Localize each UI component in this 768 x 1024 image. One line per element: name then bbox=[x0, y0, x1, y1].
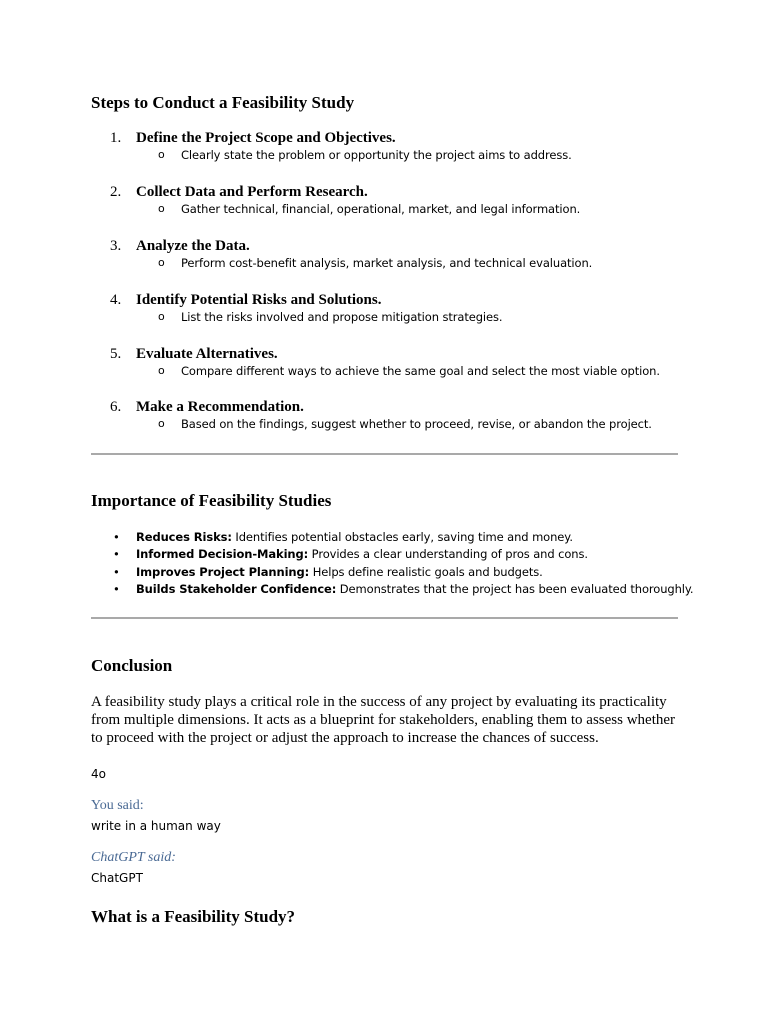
step-title: Analyze the Data. bbox=[136, 238, 250, 254]
sub-bullet-icon: o bbox=[158, 310, 165, 323]
user-speaker-label: You said: bbox=[91, 798, 144, 813]
step-title: Make a Recommendation. bbox=[136, 399, 304, 415]
conclusion-heading: Conclusion bbox=[91, 656, 173, 675]
bullet-icon: • bbox=[113, 530, 120, 544]
step-number: 1. bbox=[110, 130, 122, 146]
bullet-icon: • bbox=[113, 564, 120, 579]
steps-heading: Steps to Conduct a Feasibility Study bbox=[91, 93, 355, 112]
sub-bullet-icon: o bbox=[158, 148, 165, 161]
sub-bullet-icon: o bbox=[158, 417, 165, 430]
step-number: 4. bbox=[110, 292, 122, 308]
step-number: 6. bbox=[110, 399, 122, 415]
importance-heading: Importance of Feasibility Studies bbox=[91, 491, 332, 510]
horizontal-divider bbox=[91, 617, 678, 619]
list-item bbox=[91, 581, 694, 599]
bullet-icon: • bbox=[113, 581, 120, 596]
step-detail: Gather technical, financial, operational, market, and legal information. bbox=[181, 202, 581, 216]
list-item bbox=[91, 565, 678, 582]
step-title: Collect Data and Perform Research. bbox=[136, 184, 368, 200]
item-key: Reduces Risks: bbox=[136, 530, 232, 544]
step-detail: Clearly state the problem or opportunity the project aims to address. bbox=[181, 148, 572, 162]
item-text: Identifies potential obstacles early, saving time and money. bbox=[231, 530, 573, 544]
user-message: write in a human way bbox=[91, 819, 221, 833]
sub-bullet-icon: o bbox=[158, 256, 165, 269]
model-label: 4o bbox=[91, 767, 106, 781]
item-key: Informed Decision-Making: bbox=[136, 547, 309, 562]
step-detail: Perform cost-benefit analysis, market analysis, and technical evaluation. bbox=[181, 256, 593, 270]
step-title: Evaluate Alternatives. bbox=[136, 346, 278, 362]
step-detail: List the risks involved and propose mitigation strategies. bbox=[181, 310, 503, 324]
step-number: 2. bbox=[110, 184, 122, 200]
sub-bullet-icon: o bbox=[158, 364, 165, 377]
step-number: 3. bbox=[110, 238, 122, 254]
bullet-icon: • bbox=[113, 547, 120, 562]
step-number: 5. bbox=[110, 346, 122, 362]
step-detail: Based on the findings, suggest whether to proceed, revise, or abandon the project. bbox=[181, 417, 652, 431]
item-text: Demonstrates that the project has been evaluated thoroughly. bbox=[336, 581, 694, 596]
item-key: Builds Stakeholder Confidence: bbox=[136, 581, 337, 596]
sub-bullet-icon: o bbox=[158, 202, 165, 215]
assistant-speaker-label: ChatGPT said: bbox=[91, 850, 176, 865]
horizontal-divider bbox=[91, 453, 678, 455]
step-detail: Compare different ways to achieve the same goal and select the most viable option. bbox=[181, 364, 660, 378]
step-title: Identify Potential Risks and Solutions. bbox=[136, 292, 382, 308]
step-title: Define the Project Scope and Objectives. bbox=[136, 130, 396, 146]
conclusion-paragraph: A feasibility study plays a critical role in the success of any project by evaluating its practicality from multiple dimensions. It acts as a blueprint for stakeholders, enabling them to assess whether to proceed with the project or adjust the approach to increase the chances of success. bbox=[91, 694, 676, 746]
item-key: Improves Project Planning: bbox=[136, 564, 310, 579]
importance-list bbox=[91, 530, 694, 599]
assistant-name: ChatGPT bbox=[91, 871, 143, 885]
list-item bbox=[91, 530, 678, 547]
item-text: Provides a clear understanding of pros and cons. bbox=[308, 547, 588, 562]
next-section-heading: What is a Feasibility Study? bbox=[91, 907, 296, 926]
list-item bbox=[91, 547, 678, 564]
item-text: Helps define realistic goals and budgets. bbox=[309, 564, 543, 579]
